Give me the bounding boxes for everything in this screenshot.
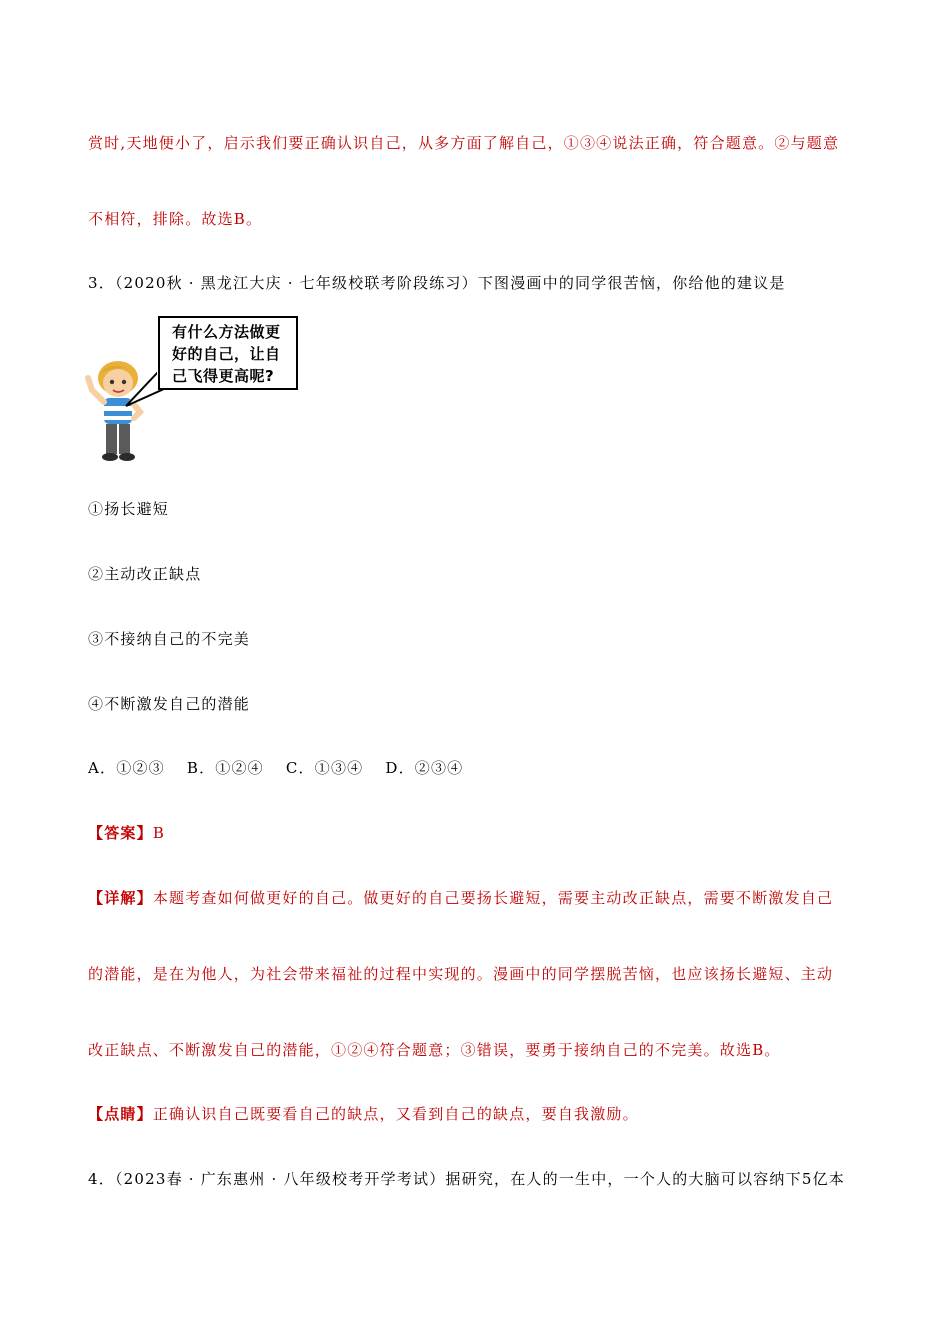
tip-tag: 【点睛】 xyxy=(88,1105,153,1123)
bubble-line-3: 己飞得更高呢? xyxy=(172,367,275,385)
option-3: ③不接纳自己的不完美 xyxy=(88,630,251,648)
detail-tag: 【详解】 xyxy=(88,889,153,907)
question-3-stem: 3．（2020秋 · 黑龙江大庆 · 七年级校联考阶段练习）下图漫画中的同学很苦恼，你给他的建议是 xyxy=(88,274,786,292)
detail-text-1: 本题考查如何做更好的自己。做更好的自己要扬长避短，需要主动改正缺点，需要不断激发自己 xyxy=(152,889,834,907)
choice-d: D．②③④ xyxy=(385,759,464,777)
bubble-line-1: 有什么方法做更 xyxy=(172,323,281,341)
choice-c: C．①③④ xyxy=(285,759,364,777)
explanation-line-2: 不相符，排除。故选B。 xyxy=(88,210,263,228)
choices-row xyxy=(88,757,868,778)
choice-b: B．①②④ xyxy=(186,759,264,777)
cartoon-illustration xyxy=(84,316,314,466)
option-1: ①扬长避短 xyxy=(88,500,170,518)
answer-line xyxy=(88,822,868,843)
detail-line-1 xyxy=(88,887,868,908)
question-4-stem: 4．（2023春 · 广东惠州 · 八年级校考开学考试）据研究，在人的一生中，一个人的大脑可以容纳下5亿本 xyxy=(88,1170,845,1188)
tip-line xyxy=(88,1103,868,1124)
detail-line-2: 的潜能，是在为他人，为社会带来福祉的过程中实现的。漫画中的同学摆脱苦恼，也应该扬长避短、主动 xyxy=(88,965,834,983)
option-4: ④不断激发自己的潜能 xyxy=(88,695,251,713)
detail-line-3: 改正缺点、不断激发自己的潜能，①②④符合题意；③错误，要勇于接纳自己的不完美。故选B。 xyxy=(88,1041,781,1059)
answer-value: B xyxy=(152,824,166,842)
explanation-line-1: 赏时,天地便小了，启示我们要正确认识自己，从多方面了解自己，①③④说法正确，符合题意。②与题意 xyxy=(88,134,840,152)
speech-bubble xyxy=(158,316,298,390)
option-2: ②主动改正缺点 xyxy=(88,565,202,583)
answer-tag: 【答案】 xyxy=(88,824,153,842)
bubble-line-2: 好的自己，让自 xyxy=(172,345,281,363)
choice-a: A．①②③ xyxy=(88,759,165,777)
tip-text: 正确认识自己既要看自己的缺点，又看到自己的缺点，要自我激励。 xyxy=(152,1105,639,1123)
